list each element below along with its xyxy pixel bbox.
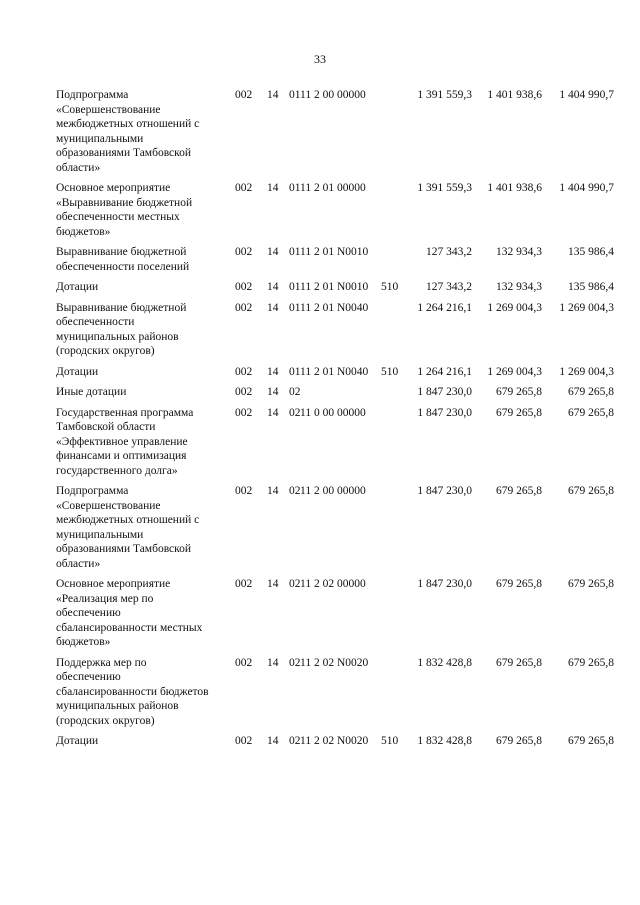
- amount-year-3: 679 265,8: [568, 735, 614, 747]
- table-row: [56, 406, 616, 479]
- amount-year-2: 679 265,8: [496, 485, 542, 497]
- subsection-code: 01: [289, 281, 301, 293]
- target-article-code: 11 2 01 00000: [300, 182, 366, 194]
- amount-year-2: 679 265,8: [496, 656, 542, 669]
- amount-year-1: 1 847 230,0: [417, 485, 472, 497]
- amount-year-1: 1 391 559,3: [417, 182, 472, 194]
- table-row: [56, 365, 616, 380]
- table-row: [56, 385, 616, 400]
- amount-year-2: 679 265,8: [496, 578, 542, 590]
- section-code: 14: [267, 406, 279, 419]
- target-article-code: 11 2 01 N0010: [300, 281, 369, 293]
- row-name: Выравнивание бюджетной обеспеченности поселений: [56, 246, 190, 273]
- department-code: 002: [235, 89, 253, 101]
- subsection-code: 01: [289, 365, 301, 378]
- amount-year-3: 679 265,8: [568, 386, 614, 398]
- section-code: 14: [267, 182, 279, 194]
- target-article-code: 11 2 02 N0020: [300, 656, 369, 669]
- amount-year-1: 1 847 230,0: [417, 406, 472, 419]
- department-code: 002: [235, 406, 253, 419]
- amount-year-2: 1 269 004,3: [487, 365, 542, 378]
- section-code: 14: [267, 735, 279, 747]
- amount-year-1: 1 264 216,1: [417, 365, 472, 378]
- subsection-code: 02: [289, 656, 301, 669]
- subsection-code: 02: [289, 578, 301, 590]
- amount-year-1: 1 832 428,8: [417, 735, 472, 747]
- amount-year-1: 1 391 559,3: [417, 89, 472, 101]
- amount-year-2: 132 934,3: [496, 281, 542, 293]
- target-article-code: 11 2 02 N0020: [300, 735, 369, 747]
- amount-year-2: 1 401 938,6: [487, 89, 542, 101]
- department-code: 002: [235, 281, 253, 293]
- amount-year-1: 1 264 216,1: [417, 301, 472, 314]
- department-code: 002: [235, 365, 253, 378]
- row-name: Дотации: [56, 365, 99, 378]
- amount-year-3: 135 986,4: [568, 246, 614, 258]
- subsection-code: 01: [289, 301, 301, 314]
- table-row: [56, 484, 616, 571]
- row-name: Дотации: [56, 735, 99, 747]
- budget-table: [56, 88, 616, 755]
- table-row: [56, 280, 616, 295]
- amount-year-3: 679 265,8: [568, 485, 614, 497]
- expense-type-code: 510: [381, 735, 399, 747]
- amount-year-2: 1 269 004,3: [487, 301, 542, 314]
- amount-year-3: 679 265,8: [568, 578, 614, 590]
- department-code: 002: [235, 578, 253, 590]
- amount-year-2: 679 265,8: [496, 386, 542, 398]
- section-code: 14: [267, 281, 279, 293]
- table-row: [56, 577, 616, 650]
- section-code: 14: [267, 578, 279, 590]
- amount-year-3: 1 269 004,3: [559, 365, 614, 378]
- amount-year-1: 127 343,2: [426, 281, 472, 293]
- target-article-code: 11 2 00 00000: [300, 89, 366, 101]
- table-row: [56, 656, 616, 729]
- table-row: [56, 181, 616, 239]
- target-article-code: 11 2 01 N0040: [300, 301, 369, 314]
- amount-year-2: 679 265,8: [496, 406, 542, 419]
- section-code: 14: [267, 656, 279, 669]
- subsection-code: 01: [289, 182, 301, 194]
- subsection-code: 02: [289, 386, 301, 398]
- amount-year-3: 1 404 990,7: [559, 182, 614, 194]
- department-code: 002: [235, 301, 253, 314]
- expense-type-code: 510: [381, 365, 399, 378]
- subsection-code: 02: [289, 735, 301, 747]
- amount-year-2: 132 934,3: [496, 246, 542, 258]
- target-article-code: 11 0 00 00000: [300, 406, 366, 419]
- department-code: 002: [235, 246, 253, 258]
- row-name: Государственная программа Тамбовской области «Эффективное управление финансами и оптимизация государственного долга»: [56, 406, 194, 477]
- table-row: [56, 88, 616, 175]
- section-code: 14: [267, 386, 279, 398]
- row-name: Основное мероприятие «Выравнивание бюджетной обеспеченности местных бюджетов»: [56, 182, 193, 238]
- amount-year-3: 679 265,8: [568, 656, 614, 669]
- amount-year-3: 1 404 990,7: [559, 89, 614, 101]
- section-code: 14: [267, 89, 279, 101]
- table-row: [56, 734, 616, 749]
- amount-year-3: 679 265,8: [568, 406, 614, 419]
- row-name: Дотации: [56, 281, 99, 293]
- amount-year-2: 679 265,8: [496, 735, 542, 747]
- amount-year-1: 1 847 230,0: [417, 578, 472, 590]
- expense-type-code: 510: [381, 281, 399, 293]
- amount-year-3: 135 986,4: [568, 281, 614, 293]
- department-code: 002: [235, 182, 253, 194]
- section-code: 14: [267, 301, 279, 314]
- amount-year-2: 1 401 938,6: [487, 182, 542, 194]
- amount-year-1: 1 847 230,0: [417, 386, 472, 398]
- row-name: Выравнивание бюджетной обеспеченности муниципальных районов (городских округов): [56, 301, 187, 357]
- amount-year-3: 1 269 004,3: [559, 301, 614, 314]
- amount-year-1: 127 343,2: [426, 246, 472, 258]
- subsection-code: 01: [289, 246, 301, 258]
- section-code: 14: [267, 246, 279, 258]
- department-code: 002: [235, 656, 253, 669]
- target-article-code: 11 2 01 N0040: [300, 365, 369, 378]
- row-name: Иные дотации: [56, 386, 127, 398]
- row-name: Поддержка мер по обеспечению сбалансированности бюджетов муниципальных районов (городских округов): [56, 656, 209, 727]
- department-code: 002: [235, 735, 253, 747]
- amount-year-1: 1 832 428,8: [417, 656, 472, 669]
- section-code: 14: [267, 365, 279, 378]
- subsection-code: 01: [289, 89, 301, 101]
- section-code: 14: [267, 485, 279, 497]
- row-name: Основное мероприятие «Реализация мер по обеспечению сбалансированности местных бюджетов»: [56, 578, 203, 648]
- subsection-code: 02: [289, 485, 301, 497]
- subsection-code: 02: [289, 406, 301, 419]
- target-article-code: 11 2 02 00000: [300, 578, 366, 590]
- table-row: [56, 245, 616, 274]
- page-number: 33: [314, 52, 326, 66]
- department-code: 002: [235, 485, 253, 497]
- table-row: [56, 301, 616, 359]
- department-code: 002: [235, 386, 253, 398]
- row-name: Подпрограмма «Совершенствование межбюджетных отношений с муниципальными образованиями Тамбовской области»: [56, 89, 200, 174]
- target-article-code: 11 2 01 N0010: [300, 246, 369, 258]
- row-name: Подпрограмма «Совершенствование межбюджетных отношений с муниципальными образованиями Тамбовской области»: [56, 485, 200, 570]
- target-article-code: 11 2 00 00000: [300, 485, 366, 497]
